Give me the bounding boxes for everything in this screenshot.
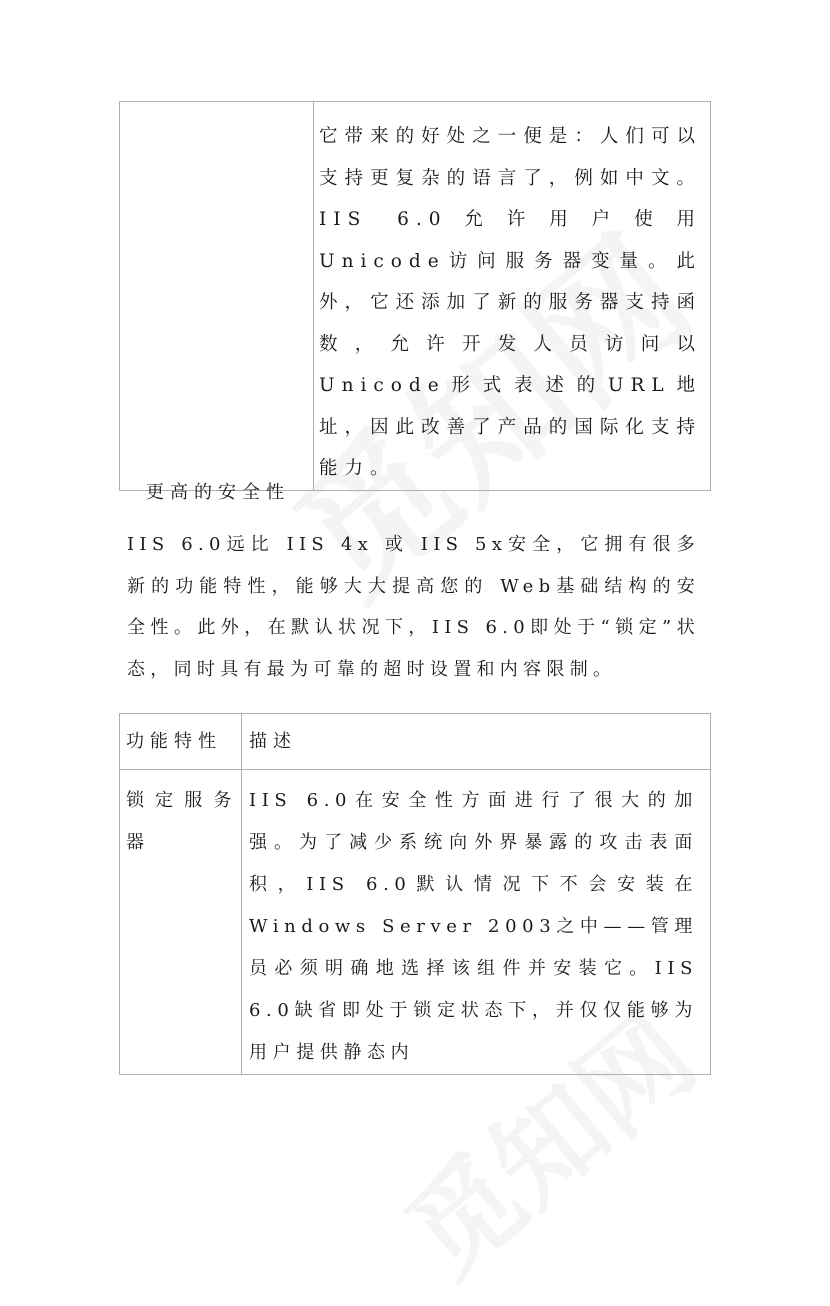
table-row xyxy=(120,770,711,1075)
description-cell xyxy=(242,770,711,1075)
unicode-support-text: 它带来的好处之一便是：人们可以支持更复杂的语言了，例如中文。IIS 6.0允许用户使用 Unicode访问服务器变量。此外，它还添加了新的服务器支持函数，允许开发人员访问以Unicode形式表述的URL地址，因此改善了产品的国际化支持能力。 xyxy=(319,126,702,479)
feature-table xyxy=(119,713,711,1075)
header-description-label: 描述 xyxy=(249,731,297,752)
header-description xyxy=(242,714,711,770)
feature-description: IIS 6.0在安全性方面进行了很大的加强。为了减少系统向外界暴露的攻击表面积，IIS 6.0默认情况下不会安装在 Windows Server 2003之中——管理员必须明确地选择该组件并安装它。IIS 6.0缺省即处于锁定状态下，并仅仅能够为用户提供静态内 xyxy=(249,790,698,1063)
feature-name: 锁定服务器 xyxy=(126,790,237,853)
section-heading: 更高的安全性 xyxy=(146,482,290,503)
table-row xyxy=(120,102,711,491)
table-cell-left xyxy=(120,102,314,491)
continuation-table xyxy=(119,101,711,491)
header-feature-label: 功能特性 xyxy=(126,731,222,752)
feature-cell xyxy=(120,770,242,1075)
table-cell-right xyxy=(314,102,711,491)
header-feature xyxy=(120,714,242,770)
intro-paragraph: IIS 6.0远比 IIS 4x 或 IIS 5x安全，它拥有很多新的功能特性，能够大大提高您的 Web基础结构的安全性。此外，在默认状况下，IIS 6.0即处于“锁定”状态，同时具有最为可靠的超时设置和内容限制。 xyxy=(127,534,700,680)
table-header-row xyxy=(120,714,711,770)
